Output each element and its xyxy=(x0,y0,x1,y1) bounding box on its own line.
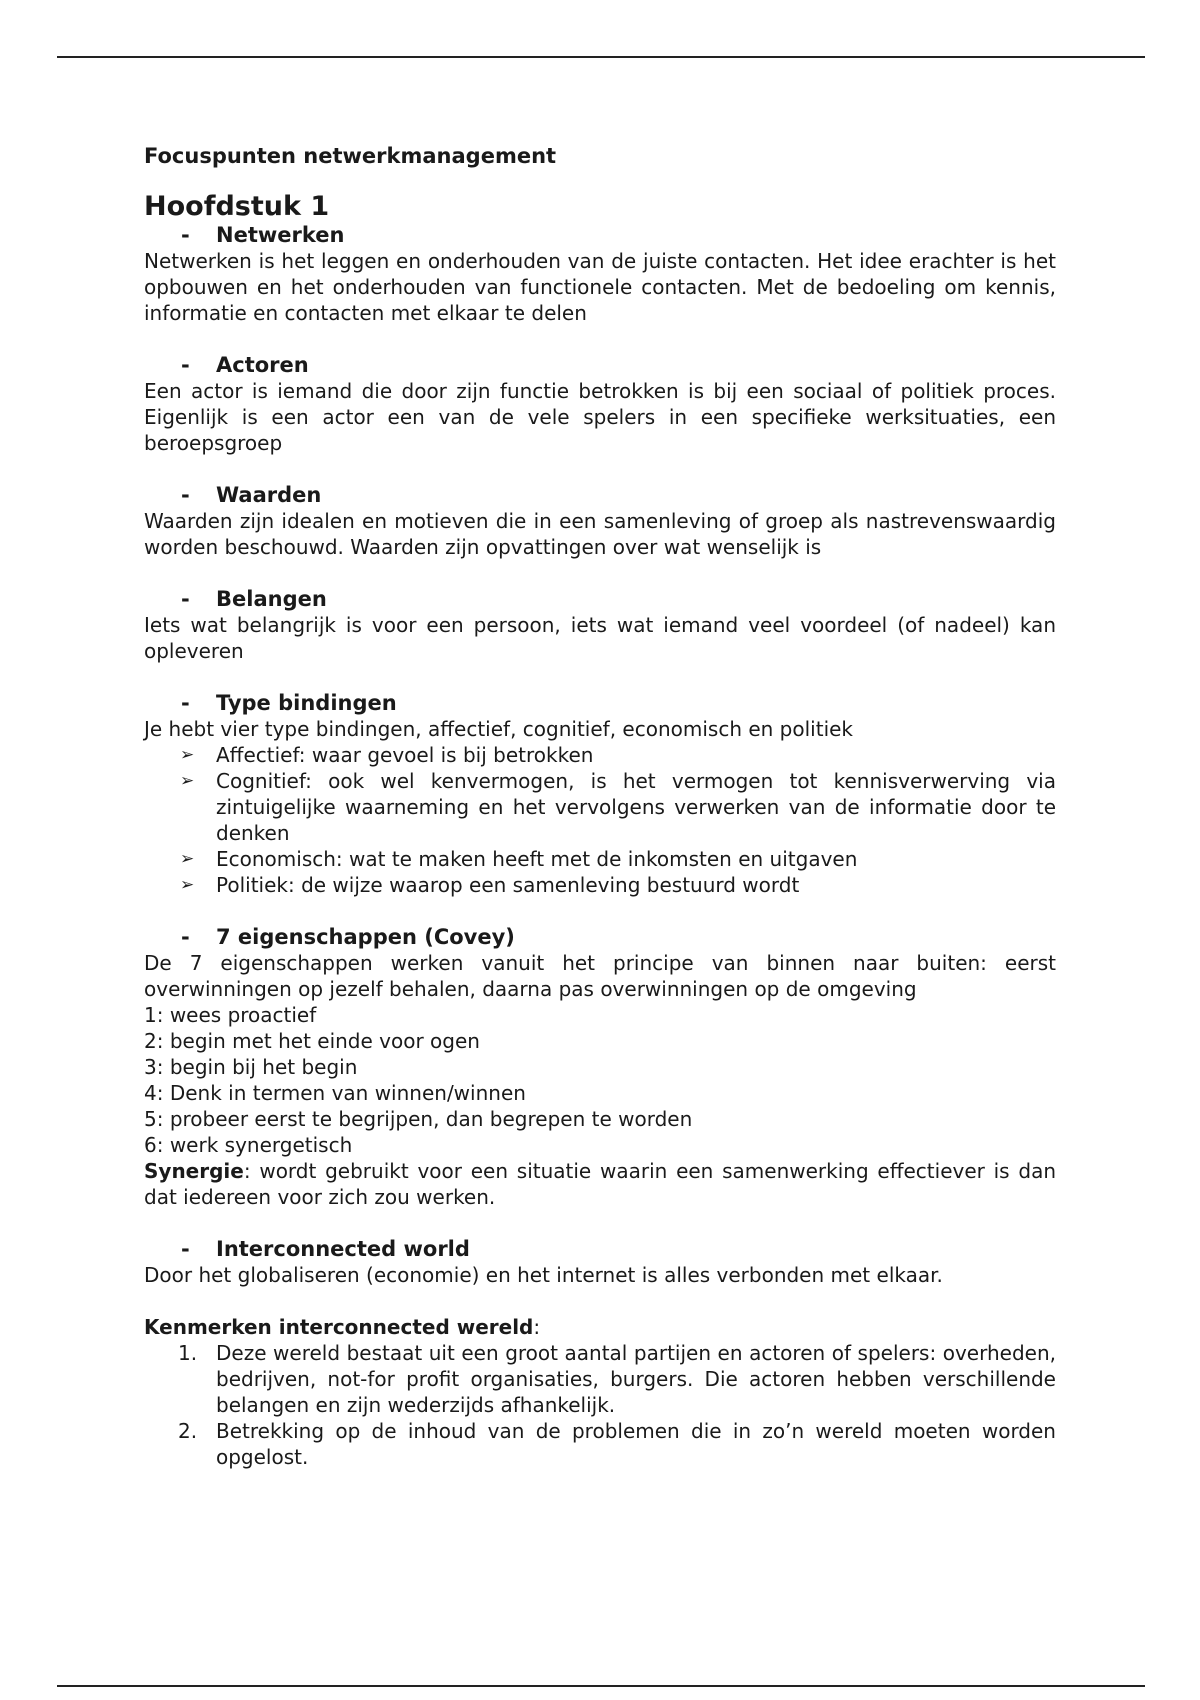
section-heading-label: Netwerken xyxy=(216,223,345,247)
section-heading xyxy=(144,586,1056,612)
section-text: Waarden zijn idealen en motieven die in een samenleving of groep als nastrevenswaardig worden beschouwd. Waarden zijn opvattingen over wat wenselijk is xyxy=(144,509,1056,559)
arrow-bullet-icon: ➢ xyxy=(180,745,195,765)
list-item-text: Politiek: de wijze waarop een samenleving bestuurd wordt xyxy=(216,873,800,897)
bullet-dash: - xyxy=(181,925,190,949)
kenmerken-colon: : xyxy=(533,1315,541,1339)
list-item xyxy=(144,1340,1056,1418)
list-item xyxy=(144,1418,1056,1470)
section-heading-label: Actoren xyxy=(216,353,309,377)
section-bindingen xyxy=(144,690,1056,898)
section-heading xyxy=(144,222,1056,248)
synergie-term: Synergie xyxy=(144,1159,244,1183)
list-item xyxy=(144,872,1056,898)
list-item xyxy=(144,742,1056,768)
list-number: 2. xyxy=(178,1419,198,1443)
habit-line: 6: werk synergetisch xyxy=(144,1133,353,1157)
list-item-text: Betrekking op de inhoud van de problemen die in zo’n wereld moeten worden opgelost. xyxy=(216,1419,1056,1469)
section-intro: De 7 eigenschappen werken vanuit het principe van binnen naar buiten: eerst overwinningen op jezelf behalen, daarna pas overwinningen op de omgeving xyxy=(144,951,1056,1001)
list-item-text: Economisch: wat te maken heeft met de inkomsten en uitgaven xyxy=(216,847,858,871)
section-belangen xyxy=(144,586,1056,664)
bullet-dash: - xyxy=(181,1237,190,1261)
section-heading xyxy=(144,1236,1056,1262)
footer-rule xyxy=(57,1685,1145,1687)
list-item xyxy=(144,768,1056,846)
section-text: Netwerken is het leggen en onderhouden van de juiste contacten. Het idee erachter is het opbouwen en het onderhouden van functionele contacten. Met de bedoeling om kennis, informatie en contacten met elkaar te delen xyxy=(144,249,1056,325)
section-text: Door het globaliseren (economie) en het internet is alles verbonden met elkaar. xyxy=(144,1263,943,1287)
arrow-bullet-icon: ➢ xyxy=(180,875,195,895)
section-actoren xyxy=(144,352,1056,456)
synergie-definition xyxy=(144,1158,1056,1210)
bullet-dash: - xyxy=(181,223,190,247)
header-rule xyxy=(57,56,1145,58)
list-item-text: Deze wereld bestaat uit een groot aantal partijen en actoren of spelers: overheden, bedrijven, not-for profit organisaties, burgers. Die actoren hebben verschillende belangen en zijn wederzijds afhankelijk. xyxy=(216,1341,1056,1417)
bullet-dash: - xyxy=(181,587,190,611)
section-heading-label: 7 eigenschappen (Covey) xyxy=(216,925,515,949)
bullet-dash: - xyxy=(181,691,190,715)
section-text: Een actor is iemand die door zijn functie betrokken is bij een sociaal of politiek proces. Eigenlijk is een actor een van de vele spelers in een specifieke werksituaties, een beroepsgroep xyxy=(144,379,1056,455)
list-item-text: Affectief: waar gevoel is bij betrokken xyxy=(216,743,594,767)
section-heading-label: Type bindingen xyxy=(216,691,397,715)
kenmerken-list xyxy=(144,1340,1056,1470)
bullet-dash: - xyxy=(181,483,190,507)
document-body xyxy=(144,143,1056,1470)
chapter-heading: Hoofdstuk 1 xyxy=(144,191,330,222)
section-covey xyxy=(144,924,1056,1210)
section-heading xyxy=(144,690,1056,716)
bindingen-list xyxy=(144,742,1056,898)
section-heading xyxy=(144,482,1056,508)
list-number: 1. xyxy=(178,1341,198,1365)
bullet-dash: - xyxy=(181,353,190,377)
section-heading-label: Waarden xyxy=(216,483,322,507)
habit-line: 1: wees proactief xyxy=(144,1003,317,1027)
arrow-bullet-icon: ➢ xyxy=(180,771,195,791)
kenmerken-heading-label: Kenmerken interconnected wereld xyxy=(144,1315,534,1339)
section-netwerken xyxy=(144,222,1056,326)
section-heading xyxy=(144,352,1056,378)
synergie-text: : wordt gebruikt voor een situatie waarin een samenwerking effectiever is dan dat iedereen voor zich zou werken. xyxy=(144,1159,1056,1209)
section-heading-label: Belangen xyxy=(216,587,327,611)
kenmerken-heading xyxy=(144,1314,1056,1340)
section-waarden xyxy=(144,482,1056,560)
section-text: Iets wat belangrijk is voor een persoon, iets wat iemand veel voordeel (of nadeel) kan opleveren xyxy=(144,613,1056,663)
section-heading xyxy=(144,924,1056,950)
section-intro: Je hebt vier type bindingen, affectief, cognitief, economisch en politiek xyxy=(144,717,854,741)
habit-line: 2: begin met het einde voor ogen xyxy=(144,1029,480,1053)
list-item xyxy=(144,846,1056,872)
arrow-bullet-icon: ➢ xyxy=(180,849,195,869)
habit-line: 5: probeer eerst te begrijpen, dan begrepen te worden xyxy=(144,1107,693,1131)
habit-line: 4: Denk in termen van winnen/winnen xyxy=(144,1081,526,1105)
section-interconnected xyxy=(144,1236,1056,1288)
document-title: Focuspunten netwerkmanagement xyxy=(144,144,557,168)
list-item-text: Cognitief: ook wel kenvermogen, is het vermogen tot kennisverwerving via zintuigelijke waarneming en het vervolgens verwerken van de informatie door te denken xyxy=(216,769,1056,845)
section-heading-label: Interconnected world xyxy=(216,1237,470,1261)
habit-line: 3: begin bij het begin xyxy=(144,1055,358,1079)
